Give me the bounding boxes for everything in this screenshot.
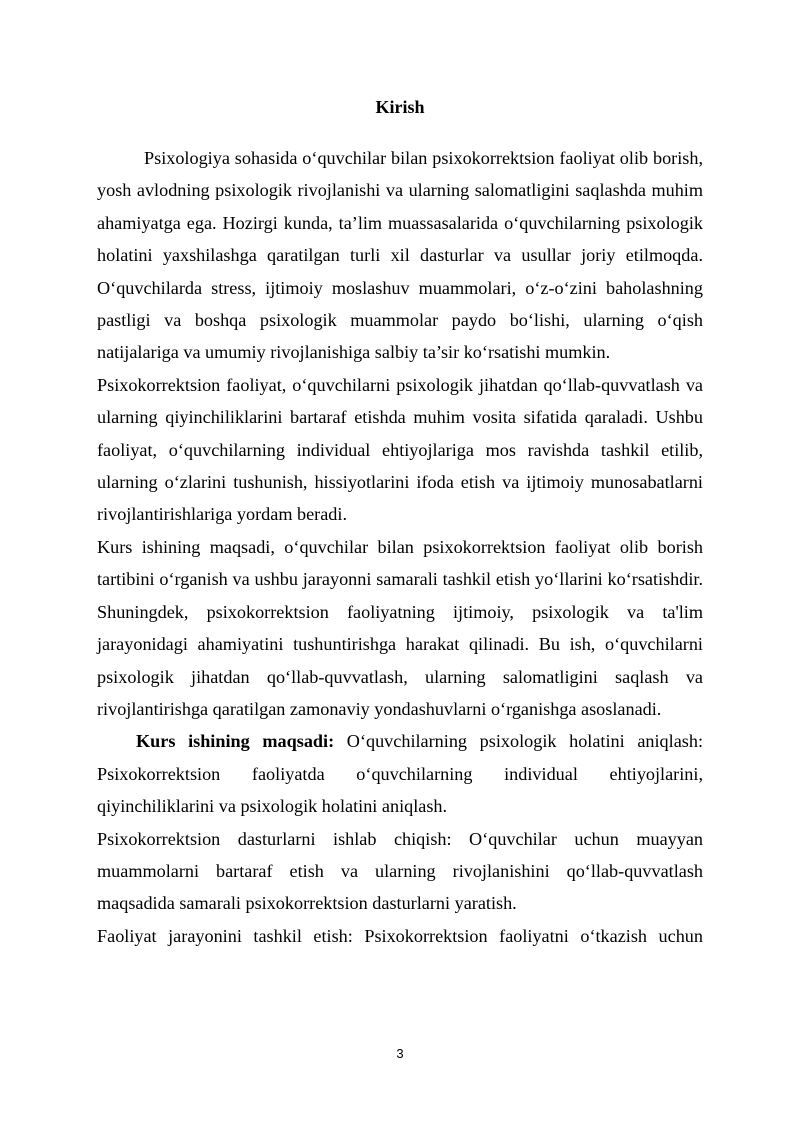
page-number: 3 [396,1046,404,1061]
paragraph-programs: Psixokorrektsion dasturlarni ishlab chiqish: O‘quvchilar uchun muayyan muammolarni bartaraf etish va ularning rivojlanishini qo‘llab-quvvatlash maqsadida samarali psixokorrektsion dasturlarni yaratish. [97,828,703,914]
goal-text: O‘quvchilarning psixologik holatini aniqlash: Psixokorrektsion faoliyatda o‘quvchilarning individual ehtiyojlarini, qiyinchiliklarini va psixologik holatini aniqlash. [97,731,703,817]
paragraph-course-purpose: Kurs ishining maqsadi, o‘quvchilar bilan psixokorrektsion faoliyat olib borish tartibini o‘rganish va ushbu jarayonni samarali tashkil etish yo‘llarini ko‘rsatishdir. Shuningdek, psixokorrektsion faoliyatning ijtimoiy, psixologik va ta'lim jarayonidagi ahamiyatini tushuntirishga harakat qilinadi. Bu ish, o‘quvchilarni psixologik jihatdan qo‘llab-quvvatlash, ularning salomatligini saqlash va rivojlantirishga qaratilgan zamonaviy yondashuvlarni o‘rganishga asoslanadi. [97,536,703,719]
paragraph-introduction: Psixologiya sohasida o‘quvchilar bilan psixokorrektsion faoliyat olib borish, yosh avlodning psixologik rivojlanishi va ularning salomatligini saqlashda muhim ahamiyatga ega. Hozirgi kunda, ta’lim muassasalarida o‘quvchilarning psixologik holatini yaxshilashga qaratilgan turli xil dasturlar va usullar joriy etilmoqda. O‘quvchilarda stress, ijtimoiy moslashuv muammolari, o‘z-o‘zini baholashning pastligi va boshqa psixologik muammolar paydo bo‘lishi, ularning o‘qish natijalariga va umumiy rivojlanishiga salbiy ta’sir ko‘rsatishi mumkin. [97,148,703,363]
paragraph-process: Faoliyat jarayonini tashkil etish: Psixokorrektsion faoliyatni o‘tkazish uchun [97,925,703,946]
paragraph-psychocorrection: Psixokorrektsion faoliyat, o‘quvchilarni psixologik jihatdan qo‘llab-quvvatlash va ularning qiyinchiliklarini bartaraf etishda muhim vosita sifatida qaraladi. Ushbu faoliyat, o‘quvchilarning individual ehtiyojlariga mos ravishda tashkil etilib, ularning o‘zlarini tushunish, hissiyotlarini ifoda etish va ijtimoiy munosabatlarni rivojlantirishlariga yordam beradi. [97,374,703,525]
page-title: Kirish [375,97,425,117]
document-body [97,142,703,952]
paragraph-course-goal [97,725,703,822]
goal-label: Kurs ishining maqsadi: [136,731,335,752]
